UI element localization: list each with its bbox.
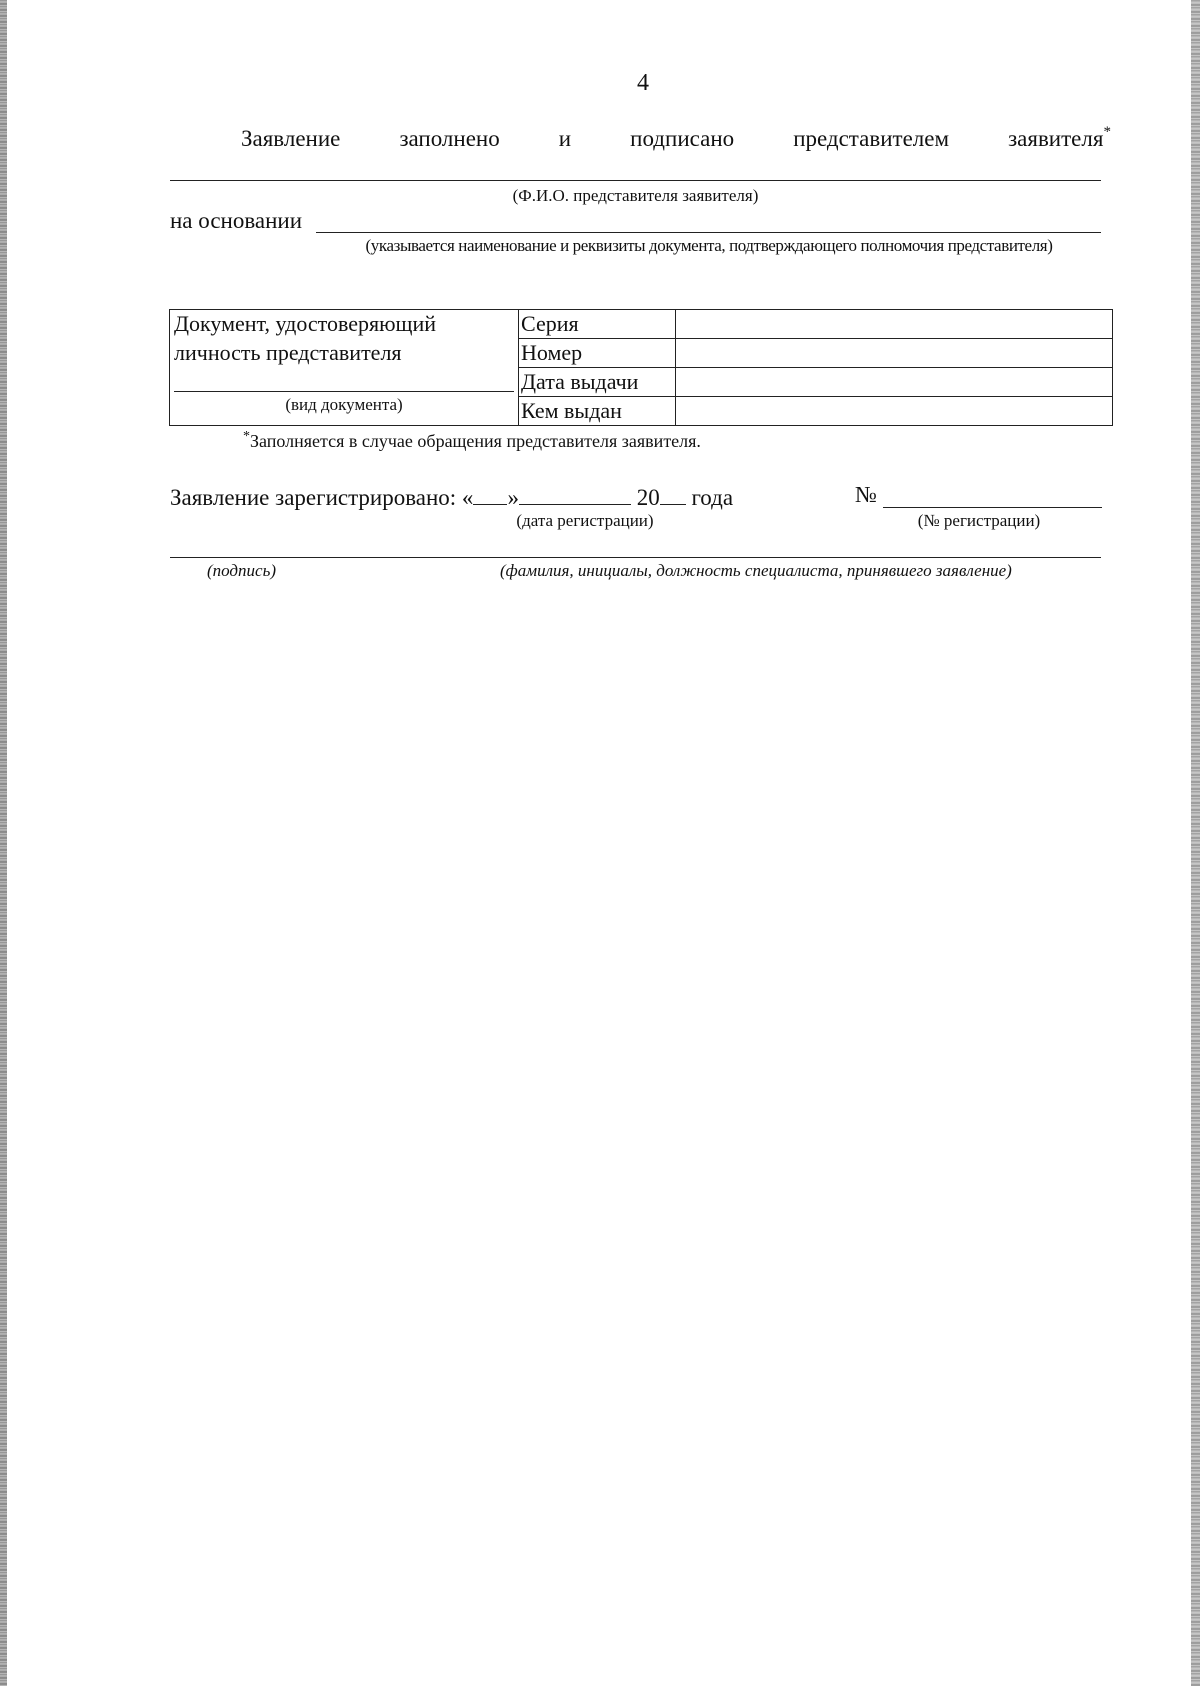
registration-day-field[interactable] [473,482,507,505]
registration-month-field[interactable] [519,482,631,505]
number-sign: № [855,482,877,507]
number-field[interactable] [676,339,1113,368]
issue-date-field[interactable] [676,368,1113,397]
registration-year-field[interactable] [660,482,686,505]
statement-word: заполнено [399,126,500,151]
document-type-cell [170,310,519,426]
table-row-label: Кем выдан [519,397,676,426]
page-number: 4 [637,70,649,96]
table-row-label: Серия [519,310,676,339]
basis-caption: (указывается наименование и реквизиты документа, подтверждающего полномочия представителя) [365,236,1053,255]
basis-label: на основании [170,208,303,233]
footnote [243,429,701,452]
number-caption: (№ регистрации) [917,511,1041,530]
fio-caption: (Ф.И.О. представителя заявителя) [512,186,759,205]
document-type-caption: (вид документа) [285,395,403,414]
issued-by-field[interactable] [676,397,1113,426]
asterisk-mark: * [1103,124,1111,140]
table-row-label: Номер [519,339,676,368]
document-title [174,309,494,367]
fio-input-line[interactable] [170,180,1101,181]
document-type-input-line[interactable] [174,391,514,392]
statement-line [241,126,1111,152]
registration-label: Заявление зарегистрировано: « [170,485,474,510]
statement-word: и [558,126,572,151]
statement-word-last [1008,126,1111,152]
document-title-text: Документ, удостоверяющий личность представителя [174,311,437,365]
table-row-label: Дата выдачи [519,368,676,397]
asterisk-mark: * [243,429,250,444]
signature-caption: (подпись) [207,561,276,580]
signature-line[interactable] [170,557,1101,558]
series-field[interactable] [676,310,1113,339]
scan-edge-right [1191,0,1200,1686]
footnote-text: Заполняется в случае обращения представителя заявителя. [250,431,701,451]
identity-document-table [169,309,1113,426]
year-prefix: 20 [636,485,660,510]
statement-word: Заявление [241,126,341,151]
statement-word: представителем [793,126,950,151]
statement-word: заявителя [1008,126,1104,151]
basis-input-line[interactable] [316,232,1101,233]
registration-number-field[interactable] [883,507,1102,508]
scan-edge-left [0,0,7,1686]
statement-word: подписано [630,126,735,151]
year-suffix: года [691,485,734,510]
registration-line [170,482,733,511]
quote-close: » [507,485,519,510]
date-caption: (дата регистрации) [516,511,654,530]
specialist-caption: (фамилия, инициалы, должность специалиста, принявшего заявление) [500,561,1012,580]
